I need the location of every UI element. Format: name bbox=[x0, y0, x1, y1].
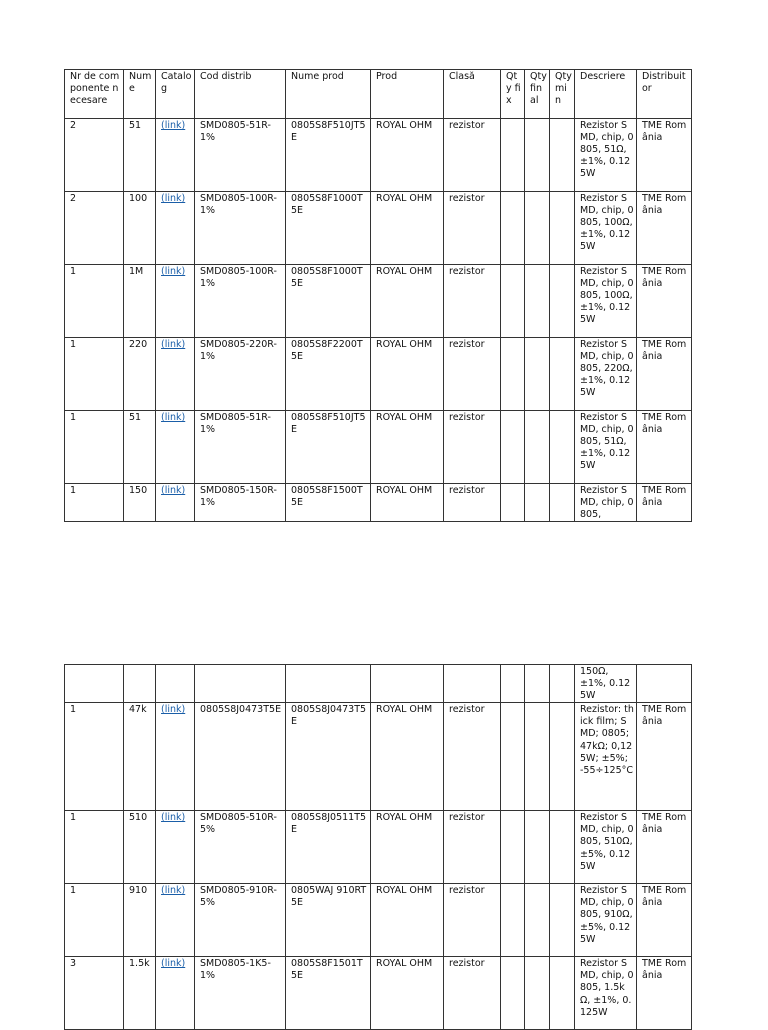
catalog-link[interactable]: (link) bbox=[161, 266, 186, 277]
cell-clasa bbox=[444, 665, 501, 703]
cell-distribuitor: TME România bbox=[637, 265, 692, 338]
cell-nume-prod: 0805WAJ 910RT5E bbox=[286, 884, 371, 957]
cell-distribuitor bbox=[637, 665, 692, 703]
cell-nume-prod: 0805S8F1500T5E bbox=[286, 484, 371, 522]
cell-qty-final bbox=[525, 811, 550, 884]
cell-nume: 220 bbox=[124, 338, 156, 411]
cell-catalog bbox=[156, 703, 195, 811]
cell-cod-distrib: SMD0805-51R-1% bbox=[195, 119, 286, 192]
catalog-link[interactable]: (link) bbox=[161, 885, 186, 897]
header-qty-final: Qty final bbox=[525, 70, 550, 119]
cell-descriere: Rezistor SMD, chip, 0805, 100Ω, ±1%, 0.125W bbox=[575, 265, 637, 338]
cell-nume: 51 bbox=[124, 411, 156, 484]
cell-qty-min bbox=[550, 703, 575, 811]
header-qty-fix: Qty fix bbox=[501, 70, 525, 119]
table-row bbox=[65, 265, 692, 338]
cell-prod: ROYAL OHM bbox=[371, 703, 444, 811]
cell-nr: 1 bbox=[65, 484, 124, 522]
cell-nr: 1 bbox=[65, 884, 124, 957]
cell-nume bbox=[124, 665, 156, 703]
cell-nume: 910 bbox=[124, 884, 156, 957]
cell-catalog bbox=[156, 884, 195, 957]
cell-qty-min bbox=[550, 265, 575, 338]
cell-cod-distrib: SMD0805-510R-5% bbox=[195, 811, 286, 884]
cell-prod: ROYAL OHM bbox=[371, 192, 444, 265]
cell-distribuitor: TME România bbox=[637, 884, 692, 957]
cell-descriere: Rezistor SMD, chip, 0805, 51Ω, ±1%, 0.125W bbox=[575, 119, 637, 192]
catalog-link[interactable]: (link) bbox=[161, 704, 186, 716]
cell-clasa: rezistor bbox=[444, 338, 501, 411]
cell-descriere: Rezistor SMD, chip, 0805, 510Ω, ±5%, 0.125W bbox=[575, 811, 637, 884]
cell-qty-min bbox=[550, 119, 575, 192]
cell-qty-fix bbox=[501, 484, 525, 522]
cell-descriere: Rezistor SMD, chip, 0805, 1.5kΩ, ±1%, 0.125W bbox=[575, 957, 637, 1030]
table-row bbox=[65, 411, 692, 484]
cell-cod-distrib bbox=[195, 665, 286, 703]
cell-qty-fix bbox=[501, 703, 525, 811]
catalog-link[interactable]: (link) bbox=[161, 193, 186, 204]
cell-distribuitor: TME România bbox=[637, 484, 692, 522]
cell-nume: 51 bbox=[124, 119, 156, 192]
cell-cod-distrib: 0805S8J0473T5E bbox=[195, 703, 286, 811]
cell-nr: 2 bbox=[65, 119, 124, 192]
table-row-continuation bbox=[65, 665, 692, 703]
cell-nume-prod bbox=[286, 665, 371, 703]
cell-prod: ROYAL OHM bbox=[371, 265, 444, 338]
cell-prod: ROYAL OHM bbox=[371, 884, 444, 957]
cell-qty-final bbox=[525, 265, 550, 338]
table-row bbox=[65, 811, 692, 884]
table-row bbox=[65, 119, 692, 192]
cell-clasa: rezistor bbox=[444, 811, 501, 884]
cell-qty-min bbox=[550, 338, 575, 411]
cell-nr: 1 bbox=[65, 411, 124, 484]
table-row bbox=[65, 192, 692, 265]
header-nr: Nr de componente necesare bbox=[65, 70, 124, 119]
cell-nume: 47k bbox=[124, 703, 156, 811]
cell-qty-final bbox=[525, 884, 550, 957]
header-catalog: Catalog bbox=[156, 70, 195, 119]
cell-qty-final bbox=[525, 119, 550, 192]
cell-prod bbox=[371, 665, 444, 703]
cell-nume: 510 bbox=[124, 811, 156, 884]
cell-prod: ROYAL OHM bbox=[371, 119, 444, 192]
cell-catalog bbox=[156, 484, 195, 522]
cell-nume: 1.5k bbox=[124, 957, 156, 1030]
cell-nume-prod: 0805S8F2200T5E bbox=[286, 338, 371, 411]
cell-descriere: Rezistor SMD, chip, 0805, 220Ω, ±1%, 0.125W bbox=[575, 338, 637, 411]
cell-nr: 2 bbox=[65, 192, 124, 265]
cell-qty-min bbox=[550, 484, 575, 522]
cell-descriere: Rezistor: thick film; SMD; 0805; 47kΩ; 0,125W; ±5%; -55÷125°C bbox=[575, 703, 637, 811]
cell-clasa: rezistor bbox=[444, 884, 501, 957]
header-descriere: Descriere bbox=[575, 70, 637, 119]
cell-qty-fix bbox=[501, 957, 525, 1030]
cell-nume: 150 bbox=[124, 484, 156, 522]
cell-prod: ROYAL OHM bbox=[371, 957, 444, 1030]
cell-descriere: 150Ω, ±1%, 0.125W bbox=[575, 665, 637, 703]
cell-clasa: rezistor bbox=[444, 703, 501, 811]
header-cod-distrib: Cod distrib bbox=[195, 70, 286, 119]
table-row bbox=[65, 338, 692, 411]
cell-cod-distrib: SMD0805-220R-1% bbox=[195, 338, 286, 411]
cell-catalog bbox=[156, 957, 195, 1030]
cell-catalog bbox=[156, 411, 195, 484]
cell-prod: ROYAL OHM bbox=[371, 338, 444, 411]
cell-qty-fix bbox=[501, 119, 525, 192]
cell-prod: ROYAL OHM bbox=[371, 811, 444, 884]
cell-descriere: Rezistor SMD, chip, 0805, 100Ω, ±1%, 0.125W bbox=[575, 192, 637, 265]
cell-catalog bbox=[156, 119, 195, 192]
cell-catalog bbox=[156, 192, 195, 265]
cell-qty-fix bbox=[501, 265, 525, 338]
cell-nr: 3 bbox=[65, 957, 124, 1030]
cell-qty-min bbox=[550, 665, 575, 703]
cell-qty-min bbox=[550, 811, 575, 884]
cell-prod: ROYAL OHM bbox=[371, 411, 444, 484]
components-table-page-1 bbox=[64, 69, 692, 522]
cell-nr: 1 bbox=[65, 811, 124, 884]
cell-qty-final bbox=[525, 338, 550, 411]
cell-clasa: rezistor bbox=[444, 957, 501, 1030]
catalog-link[interactable]: (link) bbox=[161, 120, 186, 131]
cell-catalog bbox=[156, 338, 195, 411]
cell-qty-fix bbox=[501, 192, 525, 265]
cell-prod: ROYAL OHM bbox=[371, 484, 444, 522]
cell-clasa: rezistor bbox=[444, 192, 501, 265]
cell-nume-prod: 0805S8J0473T5E bbox=[286, 703, 371, 811]
cell-nume: 1M bbox=[124, 265, 156, 338]
table-row bbox=[65, 703, 692, 811]
table-row bbox=[65, 484, 692, 522]
table-row bbox=[65, 957, 692, 1030]
cell-descriere: Rezistor SMD, chip, 0805, 51Ω, ±1%, 0.125W bbox=[575, 411, 637, 484]
header-qty-min: Qty min bbox=[550, 70, 575, 119]
cell-nume: 100 bbox=[124, 192, 156, 265]
cell-catalog bbox=[156, 665, 195, 703]
cell-nume-prod: 0805S8F1000T5E bbox=[286, 192, 371, 265]
cell-clasa: rezistor bbox=[444, 119, 501, 192]
cell-clasa: rezistor bbox=[444, 484, 501, 522]
cell-distribuitor: TME România bbox=[637, 703, 692, 811]
cell-distribuitor: TME România bbox=[637, 119, 692, 192]
cell-nr: 1 bbox=[65, 703, 124, 811]
cell-catalog bbox=[156, 811, 195, 884]
cell-descriere: Rezistor SMD, chip, 0805, bbox=[575, 484, 637, 522]
cell-catalog bbox=[156, 265, 195, 338]
header-clasa: Clasă bbox=[444, 70, 501, 119]
cell-qty-fix bbox=[501, 338, 525, 411]
cell-qty-fix bbox=[501, 811, 525, 884]
components-table-page-2 bbox=[64, 664, 692, 1030]
catalog-link[interactable]: (link) bbox=[161, 412, 186, 423]
cell-nr: 1 bbox=[65, 338, 124, 411]
cell-nume-prod: 0805S8F1501T5E bbox=[286, 957, 371, 1030]
cell-cod-distrib: SMD0805-51R-1% bbox=[195, 411, 286, 484]
cell-nume-prod: 0805S8F1000T5E bbox=[286, 265, 371, 338]
catalog-link[interactable]: (link) bbox=[161, 339, 186, 350]
cell-qty-min bbox=[550, 192, 575, 265]
cell-cod-distrib: SMD0805-1K5-1% bbox=[195, 957, 286, 1030]
cell-qty-final bbox=[525, 484, 550, 522]
cell-distribuitor: TME România bbox=[637, 957, 692, 1030]
cell-nr bbox=[65, 665, 124, 703]
catalog-link[interactable]: (link) bbox=[161, 958, 186, 970]
cell-nume-prod: 0805S8F510JT5E bbox=[286, 411, 371, 484]
cell-qty-fix bbox=[501, 884, 525, 957]
cell-nume-prod: 0805S8F510JT5E bbox=[286, 119, 371, 192]
cell-distribuitor: TME România bbox=[637, 192, 692, 265]
cell-cod-distrib: SMD0805-100R-1% bbox=[195, 192, 286, 265]
header-distribuitor: Distribuitor bbox=[637, 70, 692, 119]
cell-nr: 1 bbox=[65, 265, 124, 338]
cell-descriere: Rezistor SMD, chip, 0805, 910Ω, ±5%, 0.125W bbox=[575, 884, 637, 957]
catalog-link[interactable]: (link) bbox=[161, 485, 186, 496]
cell-qty-final bbox=[525, 703, 550, 811]
cell-qty-final bbox=[525, 665, 550, 703]
cell-qty-final bbox=[525, 411, 550, 484]
cell-clasa: rezistor bbox=[444, 265, 501, 338]
cell-distribuitor: TME România bbox=[637, 811, 692, 884]
header-prod: Prod bbox=[371, 70, 444, 119]
table-row bbox=[65, 884, 692, 957]
cell-qty-final bbox=[525, 957, 550, 1030]
cell-qty-min bbox=[550, 411, 575, 484]
cell-qty-final bbox=[525, 192, 550, 265]
cell-qty-min bbox=[550, 884, 575, 957]
cell-distribuitor: TME România bbox=[637, 338, 692, 411]
table-header-row bbox=[65, 70, 692, 119]
catalog-link[interactable]: (link) bbox=[161, 812, 186, 824]
cell-clasa: rezistor bbox=[444, 411, 501, 484]
cell-cod-distrib: SMD0805-910R-5% bbox=[195, 884, 286, 957]
cell-distribuitor: TME România bbox=[637, 411, 692, 484]
header-nume: Nume bbox=[124, 70, 156, 119]
cell-cod-distrib: SMD0805-100R-1% bbox=[195, 265, 286, 338]
cell-qty-fix bbox=[501, 665, 525, 703]
cell-qty-min bbox=[550, 957, 575, 1030]
header-nume-prod: Nume prod bbox=[286, 70, 371, 119]
cell-qty-fix bbox=[501, 411, 525, 484]
cell-cod-distrib: SMD0805-150R-1% bbox=[195, 484, 286, 522]
cell-nume-prod: 0805S8J0511T5E bbox=[286, 811, 371, 884]
